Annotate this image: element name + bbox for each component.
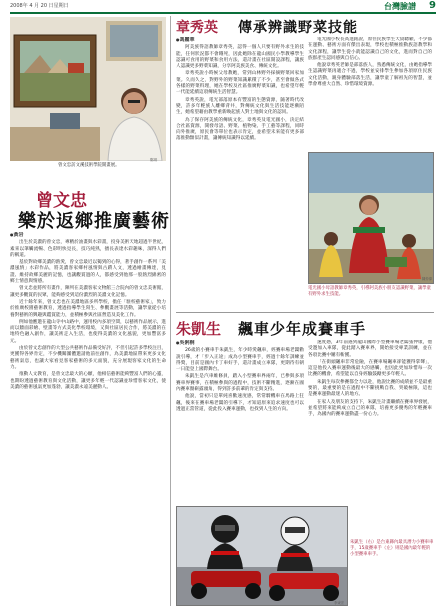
story1-paragraph: 近十餘年來，曾文忠也在美濃地區多所學校，擔任「駐校藝術家」，致力於推廣校園藝術教育，透過指導學生寫生、參觀畫展等活動，讓學童從小培養對藝術的興趣與鑑賞能力，並積極參與社區營造及美化工作。	[10, 299, 166, 318]
story1-paragraph: 由於曾文忠創作的大型公共藝術作品備受好評，不但引起許多學校注目，更獲得各界肯定，不少機關團體邀請他前往創作，為美濃地區帶來更多文化藝術氣息，也讓大家看見客家藝術的多元面貌，充分展現客家文化的生命力。	[10, 346, 166, 370]
story1-main-headline: 樂於返鄉推廣藝術	[18, 211, 170, 232]
story2-byline: ● 馮麗華	[176, 37, 304, 43]
story2-paragraph: 電光國小校長高進銘說，原住民族學生天資聰穎，不少都在運動、藝術方面有傑出表現，學校也積極推動族語教學和文化課程，讓學生從小就能認識自己的文化，進而對自己的族群產生認同感與自信心。	[308, 37, 432, 61]
story1-paragraph: 曾文忠並將所有畫作，陳列在美濃客家文物館三合院內的曾文忠美術館，讓更多觀賞的民眾，能夠感受到這份濃烈的美濃文化記憶。	[10, 286, 166, 298]
artist-photo-caption: 曾文忠訪文溪技術學院開畫展。	[58, 163, 120, 168]
page-number: 9	[429, 0, 436, 11]
story3-byline: ● 吳俐桐	[176, 340, 304, 346]
story2-photo-credit: 陳仲偉	[422, 277, 433, 281]
story1-paragraphs	[10, 240, 166, 391]
story2-photo	[308, 152, 434, 284]
story3-name-headline: 朱凱生	[176, 320, 222, 338]
story2-name-headline: 章秀英	[176, 20, 218, 36]
story2-main-headline: 傳承辨識野菜技能	[238, 20, 358, 36]
story2-paragraph: 他說章秀英老師是部落族人，熟悉傳統文化，由她指導學生認識野菜再適合不過，學校並安排學生參加各項原住民族文化活動，親身體驗部落生活，讓學童了解祖先的智慧，並學會尊重大自然、珍惜環境資源。	[308, 63, 432, 88]
story3-paragraphs	[176, 348, 304, 413]
racers-photo	[176, 506, 348, 606]
story2-body-col3	[308, 37, 432, 149]
section-name: 台灣臉譜	[384, 2, 416, 11]
racers-photo-credit: 李秉宏	[334, 601, 345, 605]
story2-paragraph: 章秀英說小時候父母教她，常到山林野外採摘野菜回家加菜。久而久之，對野外的野菜知識累積了不少，甚至會做各式各樣的野菜料理，她在學校及社區推廣野菜知識，也希望年輕一代能延續這項傳統生活智慧。	[176, 71, 304, 96]
story3-main-headline: 飆車少年成賽車手	[238, 320, 367, 338]
story2-paragraphs	[176, 45, 304, 142]
story3-paragraph: 在家人及朋友的支持下，朱凱生計畫繼續在賽車界發展，並希望將來能夠成立自己的車隊，培養更多優秀的年輕賽車手，為國內的賽車運動盡一份心力。	[308, 399, 432, 418]
story1-paragraph: 例如他應邀在龍山寺中山路中，運用校內多項空間，以藝術作品展示，進而以牆面彩繪、壁畫等方式美化學校環境，又與社區居民合作，將美濃的在地特色融入創作，讓美術走入生活，也使得美濃的文化風貌，更加豐富多元。	[10, 319, 166, 344]
artist-photo-image	[10, 17, 166, 161]
racers-photo-image	[177, 507, 347, 605]
story2-paragraph: 為了保存阿美族的傳統文化，章秀英及電光國小，決定結合社區資源，開發母語、野菜、植物染、手工藝等課程，同時向外推廣，原民會等單位也表示肯定，並希望未來能有更多部落推動類似計畫，讓傳統知識得以延續。	[176, 117, 304, 142]
column-divider	[170, 16, 171, 606]
story-divider	[176, 312, 434, 313]
story1-body	[10, 232, 166, 608]
story1-paragraph: 推動人文教育，是曾文忠最大的心願，他相信藝術能夠豐富人們的心靈，也期盼透過藝術教育與文化活動，讓更多年輕一代認識並珍惜客家文化，使美濃的藝術風氣更加蓬勃，讓美濃永遠美麗動人。	[10, 372, 166, 390]
story3-paragraph: 朱凱生每次參賽都全力以赴，他說比賽的成績並不是最重要的，最重要的是在過程中不斷挑戰自我、突破極限，這也是賽車運動最迷人的地方。	[308, 379, 432, 398]
story1-name-headline: 曾文忠	[36, 191, 87, 211]
story1-paragraph: 出生於美濃的曾文忠，專精於油畫與水彩畫，投身美術天地超過半世紀，素來以筆觸流暢、色彩明快見長，技巧純熟，擅長表達水彩趣味，深得人們的稱道。	[10, 240, 166, 258]
artist-photo-credit: 鄭琪	[150, 158, 158, 162]
story3-paragraph: 他說，當初只是單純喜歡速度感，常常騎機車在馬路上狂飆，後來在賽車場老闆的引導下，才知道原來追求速度也可以透過正當管道，從此投入賽車運動，也找到人生的方向。	[176, 394, 304, 412]
story2-body	[176, 37, 304, 309]
story1-byline: ● 黃岩	[10, 232, 166, 238]
story3-paragraph: 速度感，3年前遇到龍山國際小型賽車場老闆張仲康，他受邀加入車隊，從此踏入賽車界，開始接受專業訓練，並在各項比賽中屢有斬獲。	[308, 340, 432, 358]
story3-body	[176, 340, 304, 502]
story3-paragraph: 26歲的小賽車手朱凱生，年少時愛飆車，經賽車場老闆勸說引導，才「步入正途」成為小型賽車手，經過十餘年訓練並得獎，目前是國內卡丁車好手，還計畫成立車隊，更期待有朝一日能登上國際舞台。	[176, 348, 304, 373]
story2-photo-caption: 電光國小母語教師章秀英，引導阿美族小朋友認識野菜，讓學童有野外求生技能。	[308, 286, 431, 297]
story2-paragraph: 章秀英說，電光部落原本有豐富的生態資源，隨著時代改變，許多年輕族人離鄉背井，對傳統文化與生活技能逐漸陌生，她希望藉由教學重新喚起族人對土地與文化的認同。	[176, 97, 304, 116]
story3-paragraph: 朱凱生是汽車維修員，踏入小型賽車界兩年，已參與多項賽車界賽事，在積極參與的過程中，技術不斷精進，逐漸在國內賽車圈嶄露頭角，得到許多前輩的肯定與支持。	[176, 374, 304, 393]
artist-photo	[10, 17, 166, 161]
story2-photo-image	[309, 153, 433, 283]
issue-date: 2008年 4 月 20 日星期日	[10, 3, 69, 9]
header-rule	[10, 12, 436, 14]
story2-paragraph: 阿美族得語教師章秀英，認得一個人只要有野外求生的技能，任何狀況都不會餓死，因此她除在龍山國民小學教導學生認識可食用的野菜和食用方法，還計畫在社區開設課程，讓族人認識更多野菜知識，分享阿美族美食、傳統文化。	[176, 45, 304, 70]
racers-photo-caption: 朱凱生（右）是台東縣內最具潛力小賽車車手，15歲賽車手（左）則是國內最年輕的小型賽車車手。	[350, 540, 434, 557]
story1-paragraph: 基於對故鄉美濃的熱愛，曾文忠最近以獨到的心得，著手創作一系列「美濃風情」水彩作品，將美濃客家鄉村風情與古蹟人文，透過繪畫傳達，見證、維持故鄉美麗的記憶，也讓觀賞過的人，都感受到他那一股熱烈綿密的鄉土情意與情感。	[10, 260, 166, 285]
story3-paragraph: 「在街頭飆車非常危險，在賽車場飆車卻能獲得掌聲」，這是他投入賽車運動後最大的感觸，也因此更加珍惜每一次比賽的機會，希望能以自身經驗鼓勵更多年輕人。	[308, 359, 432, 378]
